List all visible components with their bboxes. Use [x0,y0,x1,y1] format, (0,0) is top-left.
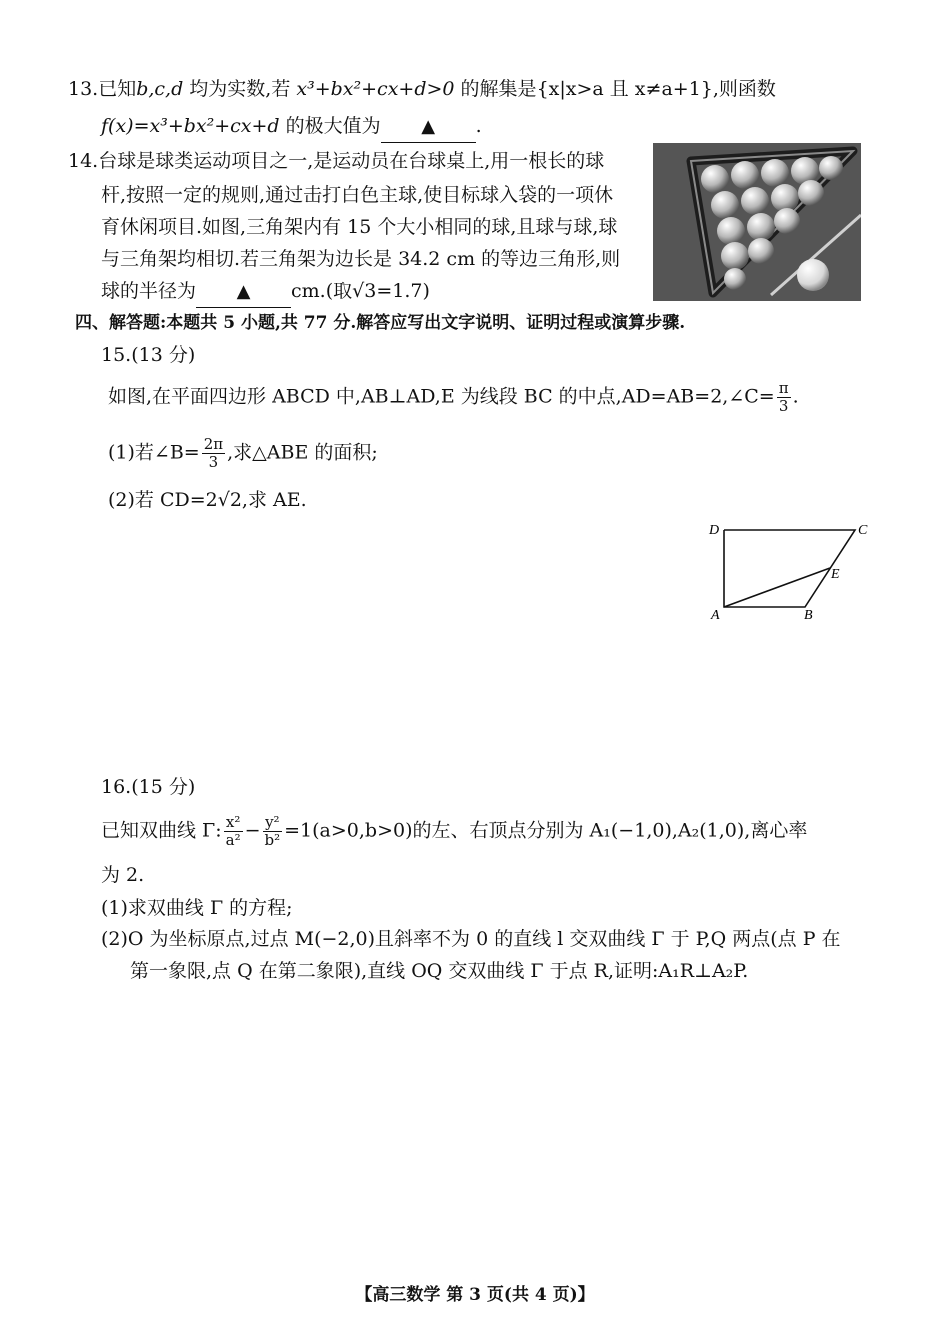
triangle-icon: ▲ [236,281,251,302]
q14-line3: 育休闲项目.如图,三角架内有 15 个大小相同的球,且球与球,球 [101,216,618,238]
fraction: $\frac{2\pi}{3}$ [203,435,224,471]
triangle-icon: ▲ [421,116,436,137]
label-D: D [709,523,720,538]
q14-text: 球的半径为 [101,280,197,302]
q14-hint: (取√3=1.7) [325,280,430,302]
page-footer: 【高三数学 第 3 页(共 4 页)】 [355,1285,595,1305]
q13-line2 [101,111,482,143]
q15-part1: (1)若∠B= $\frac{2\pi}{3}$ ,求△ABE 的面积; [108,435,378,471]
q16-header: 16.(15 分) [101,776,196,798]
q14-line1: 14.台球是球类运动项目之一,是运动员在台球桌上,用一根长的球 [68,150,605,172]
billiards-photo [653,143,861,301]
label-E: E [831,567,840,582]
q13-text: 的解集是 [454,78,537,100]
q13-text: 13.已知 [68,78,137,100]
q13-inequality: x³+bx²+cx+d>0 [296,78,455,100]
q15-stem: 如图,在平面四边形 ABCD 中,AB⊥AD,E 为线段 BC 的中点,AD=AB=2,∠C= $\frac{\pi}{3}$ . [108,379,799,415]
fraction: $\frac{\text{y²}}{\text{b²}}$ [264,813,281,849]
quadrilateral-figure [700,515,875,625]
q15-header: 15.(13 分) [101,344,196,366]
q14-unit: cm. [291,280,326,302]
q15-stem-text: 如图,在平面四边形 ABCD 中,AB⊥AD,E 为线段 BC 的中点,AD=AB=2,∠C= [108,385,775,408]
q14-line2: 杆,按照一定的规则,通过击打白色主球,使目标球入袋的一项休 [101,184,614,206]
q13-text: 均为实数,若 [183,78,297,100]
fraction: $\frac{\text{x²}}{\text{a²}}$ [225,813,241,849]
q16-part1: (1)求双曲线 Γ 的方程; [101,897,293,919]
q15-part2: (2)若 CD=2√2,求 AE. [108,489,307,511]
q13-line1 [68,74,776,104]
q13-text: . [475,115,482,137]
label-A: A [711,608,720,623]
q13-text: ,则函数 [712,78,776,100]
section-heading: 四、解答题:本题共 5 小题,共 77 分.解答应写出文字说明、证明过程或演算步骤. [75,313,686,333]
fraction: $\frac{\pi}{3}$ [778,379,789,415]
q13-function: f(x)=x³+bx²+cx+d [101,115,280,137]
q13-answer-blank[interactable] [381,111,476,143]
q16-part2-line2: 第一象限,点 Q 在第二象限),直线 OQ 交双曲线 Γ 于点 R,证明:A₁R⊥A₂P. [130,960,749,982]
q16-stem-line2: 为 2. [101,864,145,886]
q13-text: 的极大值为 [279,115,381,137]
q13-solution-set: {x|x>a 且 x≠a+1} [536,78,713,100]
q13-vars: b,c,d [136,78,184,100]
q14-line4: 与三角架均相切.若三角架为边长是 34.2 cm 的等边三角形,则 [101,248,621,270]
label-B: B [804,608,813,623]
label-C: C [858,523,868,538]
q14-line5 [101,276,430,308]
q16-part2-line1: (2)O 为坐标原点,过点 M(−2,0)且斜率不为 0 的直线 l 交双曲线 Γ 于 P,Q 两点(点 P 在 [101,928,841,950]
q16-stem: 已知双曲线 Γ: $\frac{\text{x²}}{\text{a²}}$ − $\frac{\text{y²}}{\text{b²}}$ =1(a>0,b>0)的左、右顶点分别为 A₁(−1,0),A₂(1,0),离心率 [101,813,808,849]
q14-answer-blank[interactable] [196,276,291,308]
